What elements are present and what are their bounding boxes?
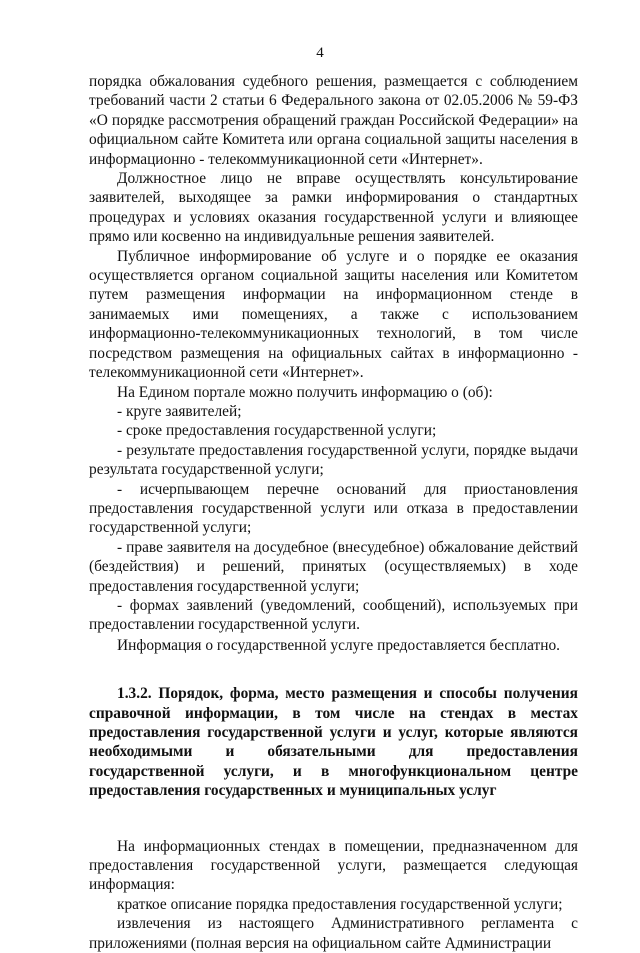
paragraph: Информация о государственной услуге предоставляется бесплатно. [117, 636, 561, 654]
paragraph: Должностное лицо не вправе осуществлять консультирование заявителей, выходящее за рамки информирования о стандартных процедурах и условиях оказания государственной услуги и влияющее прямо или косвенно на индивидуальные решения заявителей. [89, 170, 578, 246]
paragraph: краткое описание порядка предоставления государственной услуги; [117, 895, 563, 913]
list-item: - формах заявлений (уведомлений, сообщений), используемых при предоставлении государственной услуги. [89, 596, 578, 634]
list-item: - круге заявителей; [117, 402, 242, 420]
page-number: 4 [316, 45, 324, 61]
section-heading: 1.3.2. Порядок, форма, место размещения и способы получения справочной информации, в том числе на стендах в местах предоставления государственной услуги и услуг, которые являются необходимыми и обязательными для предоставления государственной услуги, и в многофункциональном центре предоставления государственных и муниципальных услуг [89, 685, 578, 800]
paragraph: извлечения из настоящего Административного регламента с приложениями (полная версия на официальном сайте Администрации [89, 915, 578, 952]
paragraph: порядка обжалования судебного решения, размещается с соблюдением требований части 2 статьи 6 Федерального закона от 02.05.2006 № 59-ФЗ «О порядке рассмотрения обращений граждан Российской Федерации» на официальном сайте Комитета или органа социальной защиты населения в информационно - телекоммуникационной сети «Интернет». [89, 73, 578, 168]
document-body [89, 72, 578, 953]
list-item: - исчерпывающем перечне оснований для приостановления предоставления государственной услуги или отказа в предоставлении государственной услуги; [89, 480, 578, 537]
list-item: - результате предоставления государственной услуги, порядке выдачи результата государственной услуги; [89, 441, 578, 479]
paragraph: На Едином портале можно получить информацию о (об): [117, 383, 493, 401]
paragraph: На информационных стендах в помещении, предназначенном для предоставления государственной услуги, размещается следующая информация: [89, 837, 578, 894]
list-item: - праве заявителя на досудебное (внесудебное) обжалование действий (бездействия) и решений, принятых (осуществляемых) в ходе предоставления государственной услуги; [89, 538, 578, 595]
paragraph: Публичное информирование об услуге и о порядке ее оказания осуществляется органом социальной защиты населения или Комитетом путем размещения информации на информационном стенде в занимаемых ими помещениях, а также с использованием информационно-телекоммуникационных технологий, в том числе посредством размещения на официальных сайтах в информационно - телекоммуникационной сети «Интернет». [89, 247, 578, 382]
list-item: - сроке предоставления государственной услуги; [117, 422, 437, 440]
